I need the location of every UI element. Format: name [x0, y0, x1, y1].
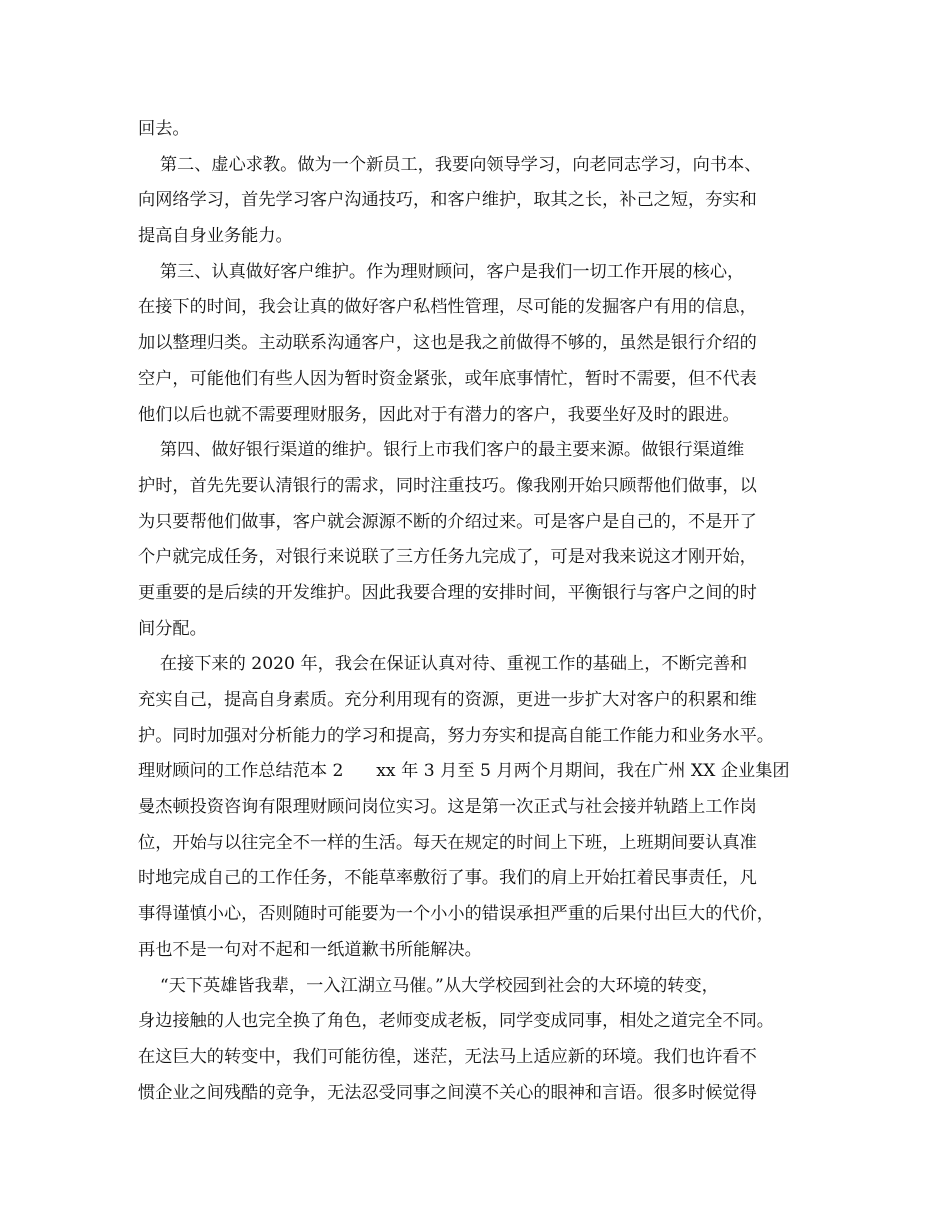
- text-line: 理财顾问的工作总结范本 2 xx 年 3 月至 5 月两个月期间，我在广州 XX 企业集团: [138, 761, 790, 782]
- text-line: 护时，首先先要认清银行的需求，同时注重技巧。像我刚开始只顾帮他们做事，以: [138, 475, 757, 496]
- text-line: 提高自身业务能力。: [138, 226, 293, 247]
- text-line: 回去。: [138, 119, 190, 139]
- document-body: [138, 112, 818, 1111]
- text-line: 空户，可能他们有些人因为暂时资金紧张，或年底事情忙，暂时不需要，但不代表: [138, 368, 757, 389]
- text-line: 时地完成自己的工作任务，不能草率敷衍了事。我们的肩上开始扛着民事责任，凡: [138, 868, 757, 889]
- text-line: 曼杰顿投资咨询有限理财顾问岗位实习。这是第一次正式与社会接并轨踏上工作岗: [138, 797, 757, 818]
- text-line: 第四、做好银行渠道的维护。银行上市我们客户的最主要来源。做银行渠道维: [138, 440, 745, 461]
- text-line: 身边接触的人也完全换了角色，老师变成老板，同学变成同事，相处之道完全不同。: [138, 1011, 774, 1032]
- text-line: “天下英雄皆我辈，一入江湖立马催。”从大学校园到社会的大环境的转变，: [138, 975, 719, 996]
- text-line: 第二、虚心求教。做为一个新员工，我要向领导学习，向老同志学习，向书本、: [138, 154, 762, 175]
- text-line: 惯企业之间残酷的竞争，无法忍受同事之间漠不关心的眼神和言语。很多时候觉得: [138, 1082, 757, 1103]
- text-line: 在接下的时间，我会让真的做好客户私档性管理，尽可能的发掘客户有用的信息，: [138, 297, 757, 318]
- text-line: 在这巨大的转变中，我们可能彷徨，迷茫，无法马上适应新的环境。我们也许看不: [138, 1046, 757, 1067]
- text-line: 他们以后也就不需要理财服务，因此对于有潜力的客户，我要坐好及时的跟进。: [138, 404, 740, 425]
- text-line: 加以整理归类。主动联系沟通客户，这也是我之前做得不够的，虽然是银行介绍的: [138, 333, 757, 354]
- text-line: 向网络学习，首先学习客户沟通技巧，和客户维护，取其之长，补己之短，夯实和: [138, 190, 757, 211]
- text-line: 更重要的是后续的开发维护。因此我要合理的安排时间，平衡银行与客户之间的时: [138, 582, 757, 603]
- text-line: 个户就完成任务，对银行来说联了三方任务九完成了，可是对我来说这才刚开始，: [138, 547, 757, 568]
- text-line: 事得谨慎小心，否则随时可能要为一个小小的错误承担严重的后果付出巨大的代价，: [138, 904, 774, 925]
- text-line: 再也不是一句对不起和一纸道歉书所能解决。: [138, 939, 482, 960]
- text-line: 充实自己，提高自身素质。充分利用现有的资源，更进一步扩大对客户的积累和维: [138, 690, 757, 710]
- text-line: 第三、认真做好客户维护。作为理财顾问，客户是我们一切工作开展的核心，: [138, 261, 745, 282]
- text-line: 为只要帮他们做事，客户就会源源不断的介绍过来。可是客户是自己的，不是开了: [138, 511, 757, 532]
- text-line: 间分配。: [138, 618, 207, 639]
- text-line: 位，开始与以往完全不一样的生活。每天在规定的时间上下班，上班期间要认真准: [138, 832, 757, 853]
- text-line: 护。同时加强对分析能力的学习和提高，努力夯实和提高自能工作能力和业务水平。: [138, 725, 774, 746]
- text-line: 在接下来的 2020 年，我会在保证认真对待、重视工作的基础上，不断完善和: [138, 654, 748, 675]
